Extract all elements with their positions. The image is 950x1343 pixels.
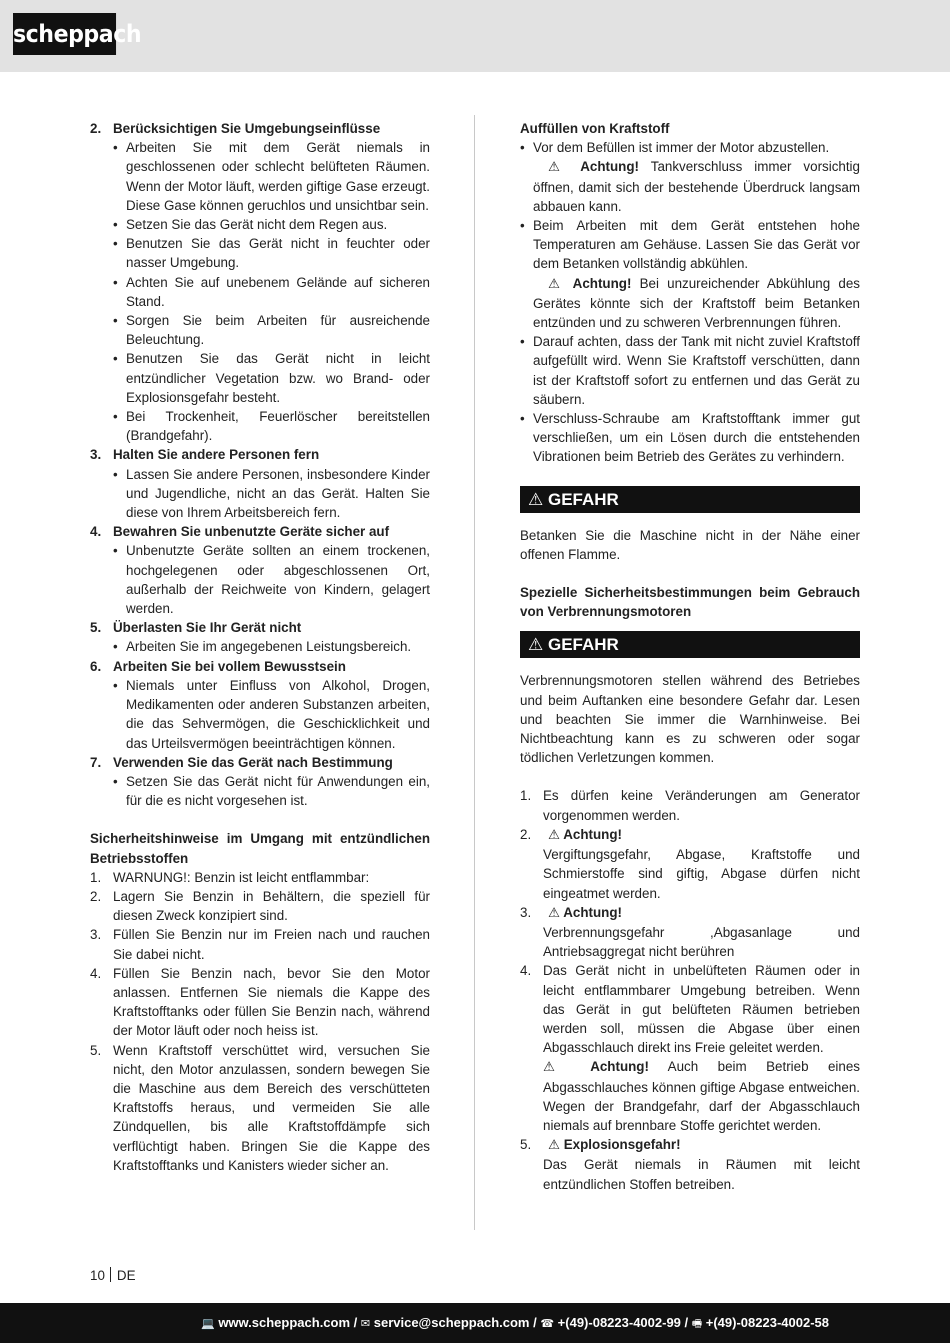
fuel-safety-heading: Sicherheitshinweise im Umgang mit entzündlichen Betriebsstoffen bbox=[90, 831, 430, 866]
attention-heading bbox=[543, 825, 860, 845]
attention-label: Achtung! bbox=[563, 826, 623, 842]
left-column bbox=[90, 119, 430, 1175]
item-number: 2. bbox=[90, 121, 102, 136]
list-item bbox=[90, 964, 430, 1041]
attention-label: Achtung! bbox=[572, 275, 632, 291]
warning-icon: ⚠ bbox=[528, 635, 544, 656]
item-title: Halten Sie andere Personen fern bbox=[113, 447, 320, 463]
item-text: Vergiftungsgefahr, Abgase, Kraftstoffe und Schmierstoffe sind giftig, Abgase dürfen nicht eingeatmet werden. bbox=[543, 847, 860, 901]
item-number: 3. bbox=[520, 904, 532, 920]
item-text: Es dürfen keine Veränderungen am Generator vorgenommen werden. bbox=[543, 788, 860, 823]
bullet-dot: • bbox=[113, 351, 118, 367]
bullet-content bbox=[533, 409, 860, 467]
bullet-item bbox=[90, 234, 430, 272]
computer-icon: 💻 bbox=[200, 1317, 215, 1330]
list-item bbox=[90, 618, 430, 637]
bullet-dot: • bbox=[113, 313, 118, 329]
item-number: 3. bbox=[90, 927, 102, 943]
column-divider bbox=[474, 115, 475, 1230]
bullet-text: Setzen Sie das Gerät nicht für Anwendungen ein, für die es nicht vorgesehen ist. bbox=[126, 773, 430, 809]
item-number: 4. bbox=[90, 965, 102, 981]
danger-label: GEFAHR bbox=[547, 635, 619, 655]
phone-number: +(49)-08223-4002-99 bbox=[557, 1315, 681, 1330]
item-number: 5. bbox=[520, 1137, 532, 1153]
bullet-item bbox=[90, 273, 430, 311]
website-link[interactable]: www.scheppach.com bbox=[218, 1315, 351, 1330]
item-number: 6. bbox=[90, 658, 102, 674]
bullet-dot: • bbox=[520, 140, 525, 156]
bullet-item bbox=[520, 216, 860, 332]
item-content bbox=[543, 825, 860, 903]
bullet-item bbox=[90, 349, 430, 407]
bullet-item bbox=[90, 465, 430, 523]
list-item bbox=[520, 1135, 860, 1194]
item-number: 5. bbox=[90, 620, 102, 636]
item-text: Füllen Sie Benzin nur im Freien nach und rauchen Sie dabei nicht. bbox=[113, 927, 430, 962]
list-item bbox=[520, 903, 860, 962]
item-text: Das Gerät niemals in Räumen mit leicht entzündlichen Stoffen betreiben. bbox=[543, 1157, 860, 1192]
mail-icon: ✉ bbox=[360, 1317, 371, 1330]
bullet-text: Darauf achten, dass der Tank mit nicht zuviel Kraftstoff aufgefüllt wird. Wenn Sie Kraftstoff verschütten, dann ist der Kraftstoff sofort zu entfernen und das Gerät zu säubern. bbox=[533, 334, 860, 407]
bullet-item bbox=[520, 138, 860, 216]
attention-heading bbox=[543, 1135, 860, 1155]
item-number: 3. bbox=[90, 447, 102, 463]
warning-icon: ⚠ bbox=[548, 160, 569, 176]
attention-label: Achtung! bbox=[563, 904, 623, 920]
bullet-dot: • bbox=[113, 274, 118, 290]
item-number: 1. bbox=[520, 788, 532, 804]
attention-note bbox=[543, 1057, 860, 1135]
list-item bbox=[520, 786, 860, 824]
bullet-item bbox=[520, 332, 860, 409]
bullet-text: Beim Arbeiten mit dem Gerät entstehen hohe Temperaturen am Gehäuse. Lassen Sie das Gerät vor dem Betanken vollständig abkühlen. bbox=[533, 218, 860, 272]
header-bar bbox=[0, 0, 950, 72]
item-title: Bewahren Sie unbenutzte Geräte sicher auf bbox=[113, 524, 390, 540]
phone-icon: ☎ bbox=[540, 1317, 555, 1330]
bullet-dot: • bbox=[520, 334, 525, 350]
refuel-list bbox=[520, 138, 860, 466]
bullet-content bbox=[533, 332, 860, 409]
attention-heading bbox=[543, 903, 860, 923]
danger-text-flame: Betanken Sie die Maschine nicht in der Nähe einer offenen Flamme. bbox=[520, 527, 860, 562]
bullet-text: Achten Sie auf unebenem Gelände auf sicheren Stand. bbox=[126, 274, 430, 309]
item-number: 1. bbox=[90, 869, 102, 885]
item-number: 4. bbox=[90, 524, 102, 540]
list-item bbox=[90, 887, 430, 925]
right-column bbox=[520, 119, 860, 1194]
footer-bar: 💻 www.scheppach.com / ✉ service@scheppach.com / ☎ +(49)-08223-4002-99 / 🖷 +(49)-08223-4002-58 bbox=[0, 1303, 950, 1343]
bullet-text: Lassen Sie andere Personen, insbesondere Kinder und Jugendliche, nicht an das Gerät. Halten Sie diese von Ihrem Arbeitsbereich fern. bbox=[126, 466, 430, 521]
bullet-item bbox=[90, 138, 430, 215]
item-content bbox=[543, 961, 860, 1135]
item-title: Arbeiten Sie bei vollem Bewusstsein bbox=[113, 658, 346, 674]
bullet-dot: • bbox=[113, 543, 118, 559]
bullet-item bbox=[90, 311, 430, 349]
attention-note bbox=[533, 157, 860, 216]
item-content bbox=[543, 903, 860, 962]
bullet-content bbox=[533, 138, 860, 216]
list-item bbox=[520, 825, 860, 903]
danger-banner bbox=[520, 486, 860, 513]
bullet-dot: • bbox=[113, 677, 118, 693]
fax-icon: 🖷 bbox=[691, 1317, 703, 1330]
bullet-text: Arbeiten Sie mit dem Gerät niemals in geschlossenen oder schlecht belüfteten Räumen. Wenn der Motor läuft, werden giftige Gase erzeugt. Diese Gase können geruchlos und unsichtbar sein. bbox=[126, 140, 430, 213]
attention-text: Bei unzureichender Abkühlung des Gerätes könnte sich der Kraftstoff beim Betanken entzünden und zu schweren Verbrennungen führen. bbox=[533, 275, 860, 331]
bullet-dot: • bbox=[113, 773, 118, 789]
warning-icon: ⚠ bbox=[548, 905, 561, 921]
list-item bbox=[90, 522, 430, 541]
bullet-item bbox=[90, 772, 430, 810]
email-link[interactable]: service@scheppach.com bbox=[373, 1315, 530, 1330]
bullet-dot: • bbox=[113, 140, 118, 156]
safety-list bbox=[90, 119, 430, 810]
list-item bbox=[90, 868, 430, 887]
warning-icon: ⚠ bbox=[543, 1060, 571, 1076]
item-title: Verwenden Sie das Gerät nach Bestimmung bbox=[113, 754, 393, 770]
bullet-dot: • bbox=[113, 466, 118, 482]
item-title: Überlasten Sie Ihr Gerät nicht bbox=[113, 620, 302, 636]
list-item bbox=[90, 1041, 430, 1175]
item-number: 2. bbox=[90, 888, 102, 904]
bullet-item bbox=[520, 409, 860, 467]
item-text: Lagern Sie Benzin in Behältern, die speziell für diesen Zweck konzipiert sind. bbox=[113, 888, 430, 924]
item-number: 7. bbox=[90, 754, 102, 770]
attention-label: Achtung! bbox=[580, 159, 640, 175]
bullet-dot: • bbox=[113, 236, 118, 252]
bullet-text: Bei Trockenheit, Feuerlöscher bereitstellen (Brandgefahr). bbox=[126, 409, 430, 444]
list-item bbox=[520, 961, 860, 1135]
item-text: WARNUNG!: Benzin ist leicht entflammbar: bbox=[113, 869, 370, 885]
item-text: Füllen Sie Benzin nach, bevor Sie den Motor anlassen. Entfernen Sie niemals die Kappe des Kraftstofftanks oder füllen Sie Benzin nach, während der Motor läuft oder noch heiss ist. bbox=[113, 965, 430, 1039]
item-number: 2. bbox=[520, 826, 532, 842]
scheppach-logo: scheppach bbox=[13, 13, 116, 55]
warning-icon: ⚠ bbox=[548, 827, 561, 843]
item-text: Das Gerät nicht in unbelüfteten Räumen oder in leicht entflammbarer Umgebung betreiben. Wenn das Gerät in gut belüfteten Räumen betrieben werden soll, müssen die Abgase über einen Abgasschlauch direkt ins Freie geleitet werden. bbox=[543, 963, 860, 1056]
bullet-text: Unbenutzte Geräte sollten an einem trockenen, hochgelegenen oder abgeschlossenen Ort, außerhalb der Reichweite von Kindern, gelagert werden. bbox=[126, 543, 430, 617]
bullet-text: Arbeiten Sie im angegebenen Leistungsbereich. bbox=[126, 639, 412, 655]
attention-text: Auch beim Betrieb eines Abgasschlauches können giftige Abgase entweichen. Wegen der Brandgefahr, darf der Abgasschlauch niemals auf brennbare Stoffe gerichtet werden. bbox=[543, 1059, 860, 1133]
bullet-item bbox=[90, 637, 430, 656]
list-item bbox=[90, 925, 430, 963]
bullet-item bbox=[90, 215, 430, 234]
attention-label: Achtung! bbox=[590, 1059, 649, 1075]
refuel-heading: Auffüllen von Kraftstoff bbox=[520, 121, 670, 136]
item-content bbox=[543, 786, 860, 824]
bullet-dot: • bbox=[113, 217, 118, 233]
attention-note bbox=[533, 274, 860, 333]
bullet-text: Niemals unter Einfluss von Alkohol, Drogen, Medikamenten oder anderen Substanzen arbeiten, die das Sehvermögen, die Geschicklichkeit und das Urteilsvermögen beeinträchtigen können. bbox=[126, 677, 430, 751]
bullet-dot: • bbox=[520, 218, 525, 234]
list-item bbox=[90, 445, 430, 464]
list-item bbox=[90, 657, 430, 676]
bullet-text: Setzen Sie das Gerät nicht dem Regen aus. bbox=[126, 217, 388, 233]
item-title: Berücksichtigen Sie Umgebungseinflüsse bbox=[113, 121, 381, 136]
fuel-safety-list bbox=[90, 868, 430, 1175]
attention-label: Explosionsgefahr! bbox=[563, 1137, 681, 1153]
fax-number: +(49)-08223-4002-58 bbox=[705, 1315, 829, 1330]
engine-rules-list bbox=[520, 786, 860, 1193]
bullet-dot: • bbox=[113, 409, 118, 425]
list-item bbox=[90, 119, 430, 138]
danger-text-engines: Verbrennungsmotoren stellen während des Betriebes und beim Auftanken eine besondere Gefahr dar. Lesen und beachten Sie immer die Warnhinweise. Bei Nichtbeachtung kann es zu schweren oder sogar tödlichen Verletzungen kommen. bbox=[520, 673, 860, 766]
bullet-item bbox=[90, 676, 430, 753]
special-rules-heading: Spezielle Sicherheitsbestimmungen beim Gebrauch von Verbrennungsmotoren bbox=[520, 585, 860, 620]
warning-icon: ⚠ bbox=[528, 489, 544, 510]
page-number: 10 DE bbox=[90, 1268, 136, 1283]
item-number: 4. bbox=[520, 963, 532, 979]
item-text: Verbrennungsgefahr ,Abgasanlage und Antriebsaggregat nicht berühren bbox=[543, 924, 860, 960]
bullet-dot: • bbox=[520, 411, 525, 427]
item-number: 5. bbox=[90, 1042, 102, 1058]
item-text: Wenn Kraftstoff verschüttet wird, versuchen Sie nicht, den Motor anzulassen, sondern bewegen Sie die Maschine aus dem Bereich des verschütteten Kraftstoffs heraus, und vermeiden Sie alle Zündquellen, bis alle Kraftstoffdämpfe sich verflüchtigt haben. Bringen Sie die Kappe des Kraftstofftanks und Kanisters wieder sicher an. bbox=[113, 1042, 430, 1173]
attention-text: Tankverschluss immer vorsichtig öffnen, damit sich der bestehende Überdruck langsam abbauen kann. bbox=[533, 159, 860, 214]
danger-label: GEFAHR bbox=[547, 489, 619, 509]
list-item bbox=[90, 753, 430, 772]
bullet-text: Benutzen Sie das Gerät nicht in leicht entzündlicher Vegetation bzw. wo Brand- oder Explosionsgefahr besteht. bbox=[126, 351, 430, 405]
bullet-text: Verschluss-Schraube am Kraftstofftank immer gut verschließen, um ein Lösen durch die entstehenden Vibrationen beim Betrieb des Gerätes zu verhindern. bbox=[533, 411, 860, 465]
bullet-item bbox=[90, 541, 430, 618]
warning-icon: ⚠ bbox=[548, 276, 565, 292]
bullet-text: Benutzen Sie das Gerät nicht in feuchter oder nasser Umgebung. bbox=[126, 236, 430, 271]
danger-banner bbox=[520, 631, 860, 658]
bullet-content bbox=[533, 216, 860, 332]
item-content bbox=[543, 1135, 860, 1194]
bullet-text: Vor dem Befüllen ist immer der Motor abzustellen. bbox=[533, 140, 830, 156]
bullet-dot: • bbox=[113, 639, 118, 655]
warning-icon: ⚠ bbox=[548, 1138, 561, 1154]
bullet-text: Sorgen Sie beim Arbeiten für ausreichende Beleuchtung. bbox=[126, 313, 430, 348]
bullet-item bbox=[90, 407, 430, 445]
